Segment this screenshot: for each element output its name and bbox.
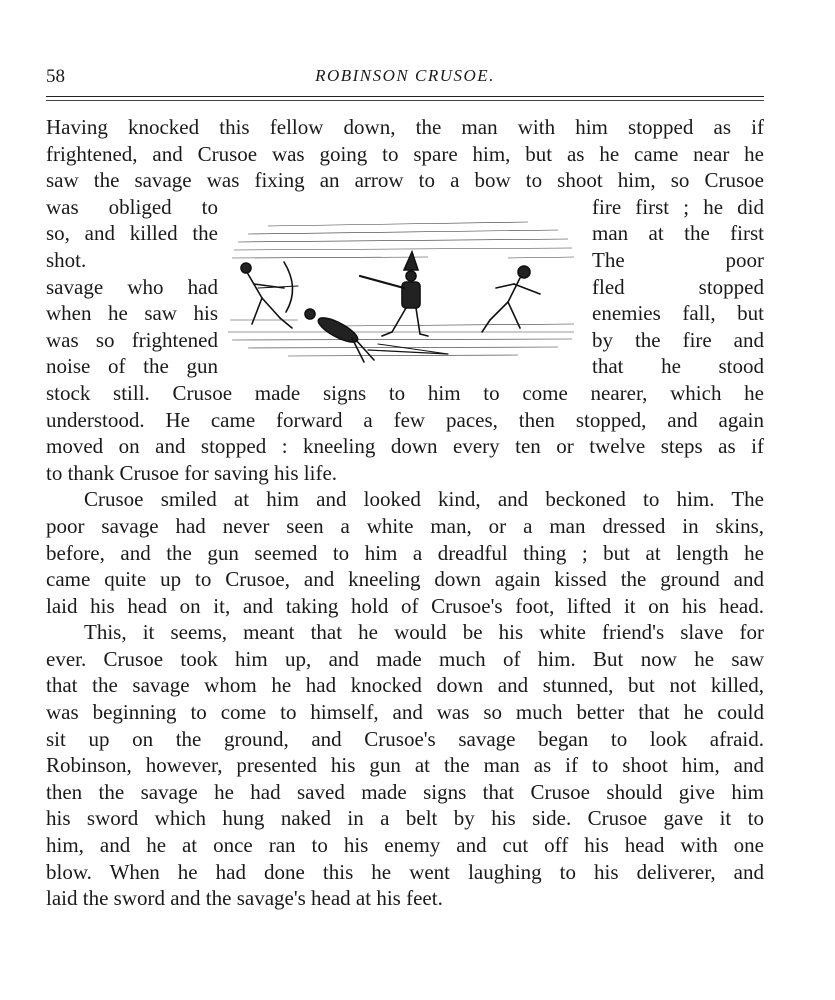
text-line: his sword which hung naked in a belt by his side. Crusoe gave it to — [46, 806, 764, 831]
wrap-right: by the fire and — [592, 327, 764, 352]
wrap-left: shot. — [46, 247, 87, 272]
text-line: sit up on the ground, and Crusoe's savage began to look afraid. — [46, 726, 764, 751]
text-line: frightened, and Crusoe was going to spare him, but as he came near he — [46, 141, 764, 166]
running-title: ROBINSON CRUSOE. — [315, 66, 495, 85]
wrap-right: man at the first — [592, 221, 764, 246]
text-line: poor savage had never seen a white man, or a man dressed in skins, — [46, 513, 764, 538]
wrap-row — [46, 247, 764, 274]
wrap-left: so, and killed the — [46, 221, 218, 246]
text-line: laid his head on it, and taking hold of Crusoe's foot, lifted it on his head. — [46, 593, 764, 618]
wrap-right: that he stood — [592, 354, 764, 379]
wrap-left: noise of the gun — [46, 354, 218, 379]
body-text — [46, 114, 764, 912]
wrap-left: was so frightened — [46, 327, 218, 352]
header-rule — [46, 96, 764, 97]
wrap-left: when he saw his — [46, 301, 218, 326]
text-line: Crusoe smiled at him and looked kind, and beckoned to him. The — [84, 487, 764, 512]
text-line: then the savage he had saved made signs that Crusoe should give him — [46, 779, 764, 804]
wrap-row — [46, 194, 764, 221]
wrap-right: The poor — [592, 247, 764, 272]
wrap-right: fire first ; he did — [592, 194, 764, 219]
wrap-right: fled stopped — [592, 274, 764, 299]
paragraph-2 — [46, 486, 764, 619]
text-line: Robinson, however, presented his gun at the man as if to shoot him, and — [46, 753, 764, 778]
wrap-row — [46, 327, 764, 354]
text-line: was beginning to come to himself, and was so much better that he could — [46, 700, 764, 725]
text-line: blow. When he had done this he went laughing to his deliverer, and — [46, 859, 764, 884]
wrap-left: was obliged to — [46, 194, 218, 219]
text-line: before, and the gun seemed to him a dreadful thing ; but at length he — [46, 540, 764, 565]
wrap-left: savage who had — [46, 274, 218, 299]
page-number: 58 — [46, 66, 65, 87]
paragraph-1 — [46, 114, 764, 486]
page-header — [46, 62, 764, 92]
wrap-row — [46, 353, 764, 380]
text-line: This, it seems, meant that he would be his white friend's slave for — [84, 620, 764, 645]
paragraph-3 — [46, 619, 764, 912]
text-line: stock still. Crusoe made signs to him to come nearer, which he — [46, 380, 764, 405]
text-line: ever. Crusoe took him up, and made much of him. But now he saw — [46, 646, 764, 671]
text-line: Having knocked this fellow down, the man with him stopped as if — [46, 115, 764, 139]
header-rule-thin — [46, 100, 764, 101]
wrap-right: enemies fall, but — [592, 301, 764, 326]
text-line: understood. He came forward a few paces, then stopped, and again — [46, 407, 764, 432]
text-line: saw the savage was fixing an arrow to a bow to shoot him, so Crusoe — [46, 168, 764, 193]
text-line: him, and he at once ran to his enemy and cut off his head with one — [46, 833, 764, 858]
wrap-row — [46, 274, 764, 301]
text-line: to thank Crusoe for saving his life. — [46, 460, 338, 485]
text-line: laid the sword and the savage's head at his feet. — [46, 886, 443, 911]
text-line: moved on and stopped : kneeling down every ten or twelve steps as if — [46, 434, 764, 459]
wrap-row — [46, 220, 764, 247]
wrap-row — [46, 300, 764, 327]
text-line: that the savage whom he had knocked down and stunned, but not killed, — [46, 673, 764, 698]
text-line: came quite up to Crusoe, and kneeling down again kissed the ground and — [46, 567, 764, 592]
